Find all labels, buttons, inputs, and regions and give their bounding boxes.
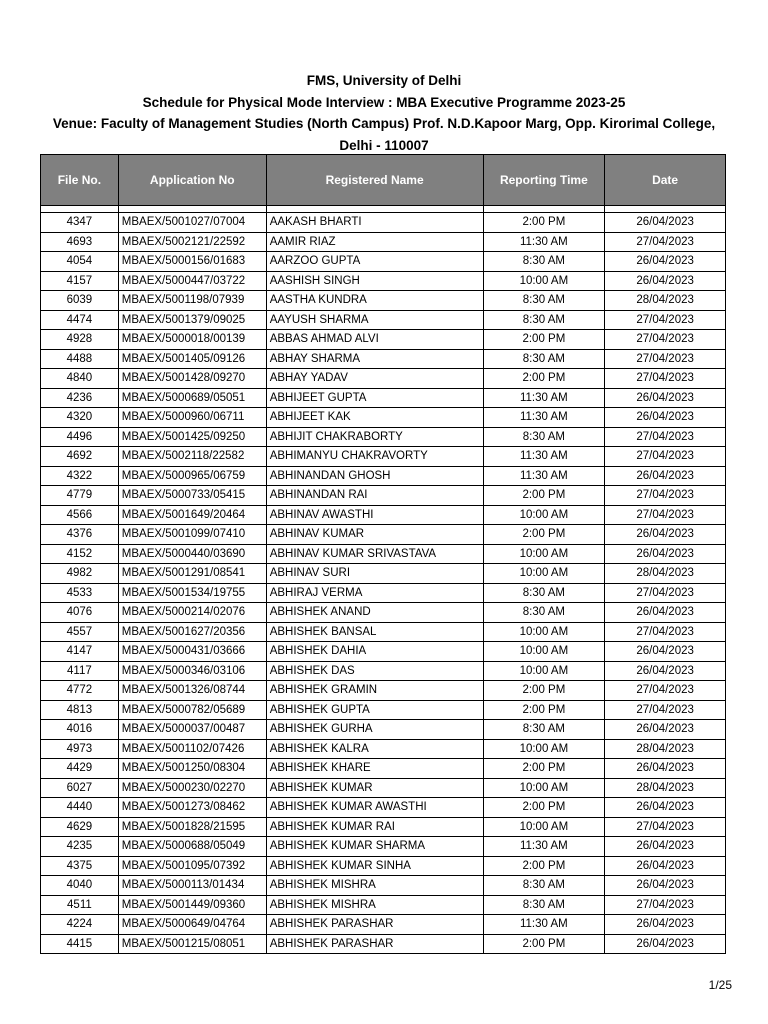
cell-registered-name: ABHISHEK KUMAR RAI xyxy=(266,817,483,837)
cell-file-no: 4474 xyxy=(41,310,119,330)
table-row xyxy=(41,388,726,408)
cell-reporting-time: 11:30 AM xyxy=(483,232,605,252)
table-row xyxy=(41,427,726,447)
cell-reporting-time: 2:00 PM xyxy=(483,700,605,720)
cell-application-no: MBAEX/5000018/00139 xyxy=(118,330,266,350)
cell-reporting-time: 8:30 AM xyxy=(483,583,605,603)
cell-registered-name: ABHISHEK KUMAR SHARMA xyxy=(266,837,483,857)
table-header-row xyxy=(41,155,726,206)
cell-date: 28/04/2023 xyxy=(605,291,726,311)
cell-reporting-time: 2:00 PM xyxy=(483,856,605,876)
cell-application-no: MBAEX/5001027/07004 xyxy=(118,213,266,233)
cell-reporting-time: 11:30 AM xyxy=(483,408,605,428)
cell-date: 26/04/2023 xyxy=(605,759,726,779)
cell-registered-name: ABHISHEK GURHA xyxy=(266,720,483,740)
cell-application-no: MBAEX/5000649/04764 xyxy=(118,915,266,935)
cell-file-no: 4533 xyxy=(41,583,119,603)
table-row xyxy=(41,525,726,545)
cell-date: 26/04/2023 xyxy=(605,408,726,428)
cell-registered-name: AASHISH SINGH xyxy=(266,271,483,291)
cell-application-no: MBAEX/5001649/20464 xyxy=(118,505,266,525)
cell-reporting-time: 11:30 AM xyxy=(483,447,605,467)
table-row xyxy=(41,408,726,428)
cell-reporting-time: 10:00 AM xyxy=(483,564,605,584)
table-row xyxy=(41,603,726,623)
cell-reporting-time: 8:30 AM xyxy=(483,349,605,369)
cell-registered-name: ABHINAV KUMAR xyxy=(266,525,483,545)
table-row xyxy=(41,856,726,876)
cell-file-no: 4928 xyxy=(41,330,119,350)
cell-registered-name: ABHIMANYU CHAKRAVORTY xyxy=(266,447,483,467)
cell-reporting-time: 8:30 AM xyxy=(483,310,605,330)
cell-reporting-time: 2:00 PM xyxy=(483,213,605,233)
table-row xyxy=(41,642,726,662)
cell-application-no: MBAEX/5001326/08744 xyxy=(118,681,266,701)
cell-registered-name: ABHISHEK PARASHAR xyxy=(266,915,483,935)
cell-application-no: MBAEX/5001379/09025 xyxy=(118,310,266,330)
cell-reporting-time: 11:30 AM xyxy=(483,915,605,935)
cell-reporting-time: 8:30 AM xyxy=(483,720,605,740)
cell-registered-name: AAKASH BHARTI xyxy=(266,213,483,233)
cell-file-no: 4016 xyxy=(41,720,119,740)
cell-date: 27/04/2023 xyxy=(605,895,726,915)
cell-file-no: 4376 xyxy=(41,525,119,545)
cell-application-no: MBAEX/5000733/05415 xyxy=(118,486,266,506)
table-row xyxy=(41,486,726,506)
cell-registered-name: ABHIRAJ VERMA xyxy=(266,583,483,603)
table-row xyxy=(41,817,726,837)
table-row xyxy=(41,544,726,564)
cell-reporting-time: 10:00 AM xyxy=(483,778,605,798)
cell-date: 27/04/2023 xyxy=(605,681,726,701)
table-row xyxy=(41,876,726,896)
cell-registered-name: ABHISHEK GUPTA xyxy=(266,700,483,720)
cell-application-no: MBAEX/5000782/05689 xyxy=(118,700,266,720)
cell-file-no: 4235 xyxy=(41,837,119,857)
cell-date: 26/04/2023 xyxy=(605,213,726,233)
table-row xyxy=(41,759,726,779)
cell-file-no: 4147 xyxy=(41,642,119,662)
cell-reporting-time: 11:30 AM xyxy=(483,388,605,408)
cell-registered-name: ABHINANDAN GHOSH xyxy=(266,466,483,486)
cell-date: 27/04/2023 xyxy=(605,700,726,720)
cell-registered-name: ABHISHEK KUMAR AWASTHI xyxy=(266,798,483,818)
cell-file-no: 4320 xyxy=(41,408,119,428)
table-row xyxy=(41,369,726,389)
cell-file-no: 4511 xyxy=(41,895,119,915)
cell-date: 26/04/2023 xyxy=(605,661,726,681)
cell-reporting-time: 10:00 AM xyxy=(483,817,605,837)
cell-registered-name: AASTHA KUNDRA xyxy=(266,291,483,311)
page-number: 1/25 xyxy=(708,978,732,992)
table-row xyxy=(41,934,726,954)
cell-registered-name: ABHIJEET GUPTA xyxy=(266,388,483,408)
cell-application-no: MBAEX/5001428/09270 xyxy=(118,369,266,389)
cell-file-no: 4779 xyxy=(41,486,119,506)
cell-registered-name: AARZOO GUPTA xyxy=(266,252,483,272)
cell-reporting-time: 10:00 AM xyxy=(483,642,605,662)
cell-file-no: 4557 xyxy=(41,622,119,642)
cell-reporting-time: 2:00 PM xyxy=(483,798,605,818)
cell-application-no: MBAEX/5000346/03106 xyxy=(118,661,266,681)
column-header-registered-name: Registered Name xyxy=(266,155,483,206)
table-row xyxy=(41,349,726,369)
cell-application-no: MBAEX/5000113/01434 xyxy=(118,876,266,896)
cell-date: 27/04/2023 xyxy=(605,486,726,506)
cell-registered-name: ABHISHEK MISHRA xyxy=(266,895,483,915)
cell-application-no: MBAEX/5001250/08304 xyxy=(118,759,266,779)
cell-date: 26/04/2023 xyxy=(605,837,726,857)
cell-reporting-time: 2:00 PM xyxy=(483,525,605,545)
cell-application-no: MBAEX/5000447/03722 xyxy=(118,271,266,291)
cell-date: 27/04/2023 xyxy=(605,310,726,330)
cell-application-no: MBAEX/5002121/22592 xyxy=(118,232,266,252)
cell-file-no: 4375 xyxy=(41,856,119,876)
cell-registered-name: ABHAY SHARMA xyxy=(266,349,483,369)
cell-reporting-time: 8:30 AM xyxy=(483,291,605,311)
cell-reporting-time: 2:00 PM xyxy=(483,934,605,954)
column-header-reporting-time: Reporting Time xyxy=(483,155,605,206)
cell-application-no: MBAEX/5000688/05049 xyxy=(118,837,266,857)
cell-registered-name: ABHINAV AWASTHI xyxy=(266,505,483,525)
table-row xyxy=(41,661,726,681)
cell-date: 26/04/2023 xyxy=(605,603,726,623)
cell-date: 26/04/2023 xyxy=(605,915,726,935)
cell-registered-name: ABHINAV SURI xyxy=(266,564,483,584)
cell-date: 27/04/2023 xyxy=(605,427,726,447)
cell-application-no: MBAEX/5001425/09250 xyxy=(118,427,266,447)
cell-application-no: MBAEX/5000965/06759 xyxy=(118,466,266,486)
cell-file-no: 4236 xyxy=(41,388,119,408)
cell-application-no: MBAEX/5000440/03690 xyxy=(118,544,266,564)
cell-reporting-time: 2:00 PM xyxy=(483,759,605,779)
header-spacer-row xyxy=(41,206,726,213)
header-venue-city: Delhi - 110007 xyxy=(339,137,429,153)
cell-date: 26/04/2023 xyxy=(605,271,726,291)
cell-file-no: 4488 xyxy=(41,349,119,369)
cell-reporting-time: 2:00 PM xyxy=(483,486,605,506)
cell-file-no: 4813 xyxy=(41,700,119,720)
cell-file-no: 4772 xyxy=(41,681,119,701)
cell-application-no: MBAEX/5001102/07426 xyxy=(118,739,266,759)
cell-date: 26/04/2023 xyxy=(605,798,726,818)
cell-file-no: 4840 xyxy=(41,369,119,389)
table-row xyxy=(41,895,726,915)
column-header-application-no: Application No xyxy=(118,155,266,206)
cell-file-no: 4040 xyxy=(41,876,119,896)
cell-reporting-time: 11:30 AM xyxy=(483,837,605,857)
cell-application-no: MBAEX/5001627/20356 xyxy=(118,622,266,642)
cell-registered-name: ABHINANDAN RAI xyxy=(266,486,483,506)
cell-file-no: 4117 xyxy=(41,661,119,681)
header-venue: Venue: Faculty of Management Studies (North Campus) Prof. N.D.Kapoor Marg, Opp. Kirorimal College, xyxy=(52,116,716,131)
cell-file-no: 4982 xyxy=(41,564,119,584)
interview-schedule-table xyxy=(40,154,726,954)
table-row xyxy=(41,720,726,740)
cell-file-no: 4152 xyxy=(41,544,119,564)
cell-date: 26/04/2023 xyxy=(605,720,726,740)
cell-date: 26/04/2023 xyxy=(605,856,726,876)
header-institution: FMS, University of Delhi xyxy=(306,73,462,88)
table-row xyxy=(41,778,726,798)
cell-file-no: 6027 xyxy=(41,778,119,798)
cell-registered-name: ABHISHEK KALRA xyxy=(266,739,483,759)
cell-reporting-time: 2:00 PM xyxy=(483,369,605,389)
header-schedule-title: Schedule for Physical Mode Interview : MBA Executive Programme 2023-25 xyxy=(142,94,626,110)
cell-application-no: MBAEX/5001828/21595 xyxy=(118,817,266,837)
cell-registered-name: ABHAY YADAV xyxy=(266,369,483,389)
cell-reporting-time: 8:30 AM xyxy=(483,252,605,272)
cell-date: 27/04/2023 xyxy=(605,447,726,467)
cell-registered-name: ABHISHEK MISHRA xyxy=(266,876,483,896)
cell-file-no: 6039 xyxy=(41,291,119,311)
cell-application-no: MBAEX/5001273/08462 xyxy=(118,798,266,818)
table-row xyxy=(41,681,726,701)
cell-application-no: MBAEX/5001215/08051 xyxy=(118,934,266,954)
cell-registered-name: ABHISHEK DAS xyxy=(266,661,483,681)
cell-registered-name: ABHISHEK PARASHAR xyxy=(266,934,483,954)
cell-application-no: MBAEX/5000230/02270 xyxy=(118,778,266,798)
cell-file-no: 4973 xyxy=(41,739,119,759)
cell-registered-name: ABHISHEK BANSAL xyxy=(266,622,483,642)
cell-file-no: 4157 xyxy=(41,271,119,291)
table-row xyxy=(41,837,726,857)
cell-registered-name: ABHISHEK KUMAR SINHA xyxy=(266,856,483,876)
table-row xyxy=(41,583,726,603)
cell-reporting-time: 8:30 AM xyxy=(483,427,605,447)
cell-file-no: 4076 xyxy=(41,603,119,623)
cell-registered-name: ABHISHEK ANAND xyxy=(266,603,483,623)
cell-file-no: 4429 xyxy=(41,759,119,779)
table-row xyxy=(41,252,726,272)
table-row xyxy=(41,505,726,525)
cell-reporting-time: 10:00 AM xyxy=(483,739,605,759)
cell-date: 26/04/2023 xyxy=(605,642,726,662)
cell-application-no: MBAEX/5001099/07410 xyxy=(118,525,266,545)
cell-reporting-time: 10:00 AM xyxy=(483,661,605,681)
table-row xyxy=(41,798,726,818)
cell-reporting-time: 8:30 AM xyxy=(483,895,605,915)
table-row xyxy=(41,271,726,291)
cell-application-no: MBAEX/5000689/05051 xyxy=(118,388,266,408)
cell-application-no: MBAEX/5000156/01683 xyxy=(118,252,266,272)
table-row xyxy=(41,739,726,759)
cell-reporting-time: 8:30 AM xyxy=(483,603,605,623)
cell-reporting-time: 8:30 AM xyxy=(483,876,605,896)
table-row xyxy=(41,915,726,935)
cell-file-no: 4693 xyxy=(41,232,119,252)
cell-application-no: MBAEX/5000431/03666 xyxy=(118,642,266,662)
column-header-file-no: File No. xyxy=(41,155,119,206)
cell-file-no: 4440 xyxy=(41,798,119,818)
cell-date: 27/04/2023 xyxy=(605,369,726,389)
cell-date: 27/04/2023 xyxy=(605,817,726,837)
cell-application-no: MBAEX/5001449/09360 xyxy=(118,895,266,915)
cell-reporting-time: 10:00 AM xyxy=(483,505,605,525)
table-row xyxy=(41,310,726,330)
cell-application-no: MBAEX/5001095/07392 xyxy=(118,856,266,876)
table-row xyxy=(41,447,726,467)
cell-file-no: 4415 xyxy=(41,934,119,954)
cell-date: 27/04/2023 xyxy=(605,232,726,252)
cell-file-no: 4629 xyxy=(41,817,119,837)
cell-date: 26/04/2023 xyxy=(605,934,726,954)
cell-registered-name: ABBAS AHMAD ALVI xyxy=(266,330,483,350)
table-row xyxy=(41,232,726,252)
cell-date: 28/04/2023 xyxy=(605,564,726,584)
cell-date: 28/04/2023 xyxy=(605,778,726,798)
column-header-date: Date xyxy=(605,155,726,206)
cell-application-no: MBAEX/5000037/00487 xyxy=(118,720,266,740)
cell-date: 27/04/2023 xyxy=(605,622,726,642)
cell-date: 26/04/2023 xyxy=(605,388,726,408)
cell-registered-name: AAYUSH SHARMA xyxy=(266,310,483,330)
cell-application-no: MBAEX/5000960/06711 xyxy=(118,408,266,428)
cell-file-no: 4347 xyxy=(41,213,119,233)
cell-registered-name: ABHIJEET KAK xyxy=(266,408,483,428)
table-row xyxy=(41,564,726,584)
cell-application-no: MBAEX/5002118/22582 xyxy=(118,447,266,467)
cell-registered-name: ABHISHEK DAHIA xyxy=(266,642,483,662)
cell-reporting-time: 10:00 AM xyxy=(483,271,605,291)
cell-date: 26/04/2023 xyxy=(605,466,726,486)
table-body xyxy=(41,206,726,954)
cell-date: 27/04/2023 xyxy=(605,349,726,369)
cell-registered-name: ABHIJIT CHAKRABORTY xyxy=(266,427,483,447)
cell-date: 26/04/2023 xyxy=(605,525,726,545)
cell-date: 26/04/2023 xyxy=(605,544,726,564)
cell-date: 27/04/2023 xyxy=(605,505,726,525)
table-row xyxy=(41,700,726,720)
table-row xyxy=(41,291,726,311)
cell-reporting-time: 10:00 AM xyxy=(483,622,605,642)
cell-file-no: 4224 xyxy=(41,915,119,935)
cell-registered-name: ABHINAV KUMAR SRIVASTAVA xyxy=(266,544,483,564)
cell-registered-name: ABHISHEK KHARE xyxy=(266,759,483,779)
cell-file-no: 4322 xyxy=(41,466,119,486)
cell-registered-name: AAMIR RIAZ xyxy=(266,232,483,252)
cell-file-no: 4054 xyxy=(41,252,119,272)
table-row xyxy=(41,466,726,486)
table-row xyxy=(41,330,726,350)
cell-file-no: 4692 xyxy=(41,447,119,467)
cell-date: 28/04/2023 xyxy=(605,739,726,759)
cell-registered-name: ABHISHEK GRAMIN xyxy=(266,681,483,701)
cell-date: 27/04/2023 xyxy=(605,330,726,350)
cell-registered-name: ABHISHEK KUMAR xyxy=(266,778,483,798)
cell-date: 26/04/2023 xyxy=(605,252,726,272)
cell-reporting-time: 11:30 AM xyxy=(483,466,605,486)
cell-application-no: MBAEX/5001198/07939 xyxy=(118,291,266,311)
cell-reporting-time: 10:00 AM xyxy=(483,544,605,564)
cell-file-no: 4496 xyxy=(41,427,119,447)
cell-reporting-time: 2:00 PM xyxy=(483,330,605,350)
cell-date: 27/04/2023 xyxy=(605,583,726,603)
cell-file-no: 4566 xyxy=(41,505,119,525)
table-row xyxy=(41,213,726,233)
document-header xyxy=(0,70,768,156)
table-row xyxy=(41,622,726,642)
cell-date: 26/04/2023 xyxy=(605,876,726,896)
cell-application-no: MBAEX/5001534/19755 xyxy=(118,583,266,603)
cell-reporting-time: 2:00 PM xyxy=(483,681,605,701)
cell-application-no: MBAEX/5001405/09126 xyxy=(118,349,266,369)
cell-application-no: MBAEX/5000214/02076 xyxy=(118,603,266,623)
cell-application-no: MBAEX/5001291/08541 xyxy=(118,564,266,584)
